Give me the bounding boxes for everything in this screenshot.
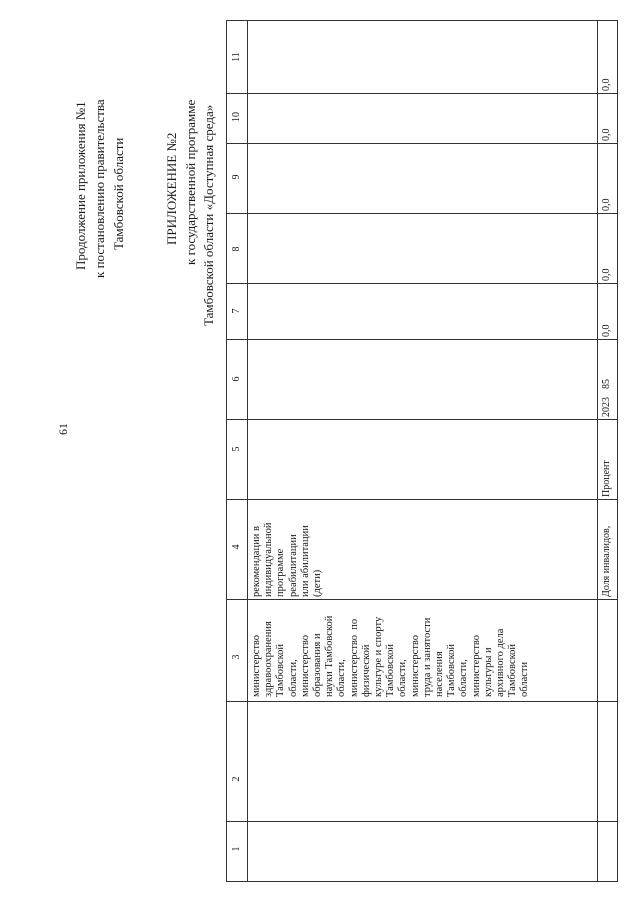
col-sep-2-1 (227, 821, 617, 822)
header-continuation-line-2: к постановлению правительства (92, 99, 107, 278)
col-sep-4-3 (227, 599, 617, 600)
appendix-title: ПРИЛОЖЕНИЕ №2 (164, 132, 179, 245)
row2-col10-value: 0,0 (601, 128, 612, 141)
col-num-3: 3 (231, 654, 242, 660)
row2-col8-value: 0,0 (601, 268, 612, 281)
col-sep-10-9 (227, 143, 617, 144)
appendix-sub-line-1: к государственной программе (183, 99, 198, 265)
row1-col4-recommendation: рекомендации в индивидуальной программе реабилитации или абилитации (дети) (251, 522, 324, 597)
row2-col6-year: 2023 (601, 397, 612, 417)
appendix-sub-line-2: Тамбовской области «Доступная среда» (201, 104, 216, 326)
col-num-8: 8 (231, 246, 242, 252)
col-num-9: 9 (231, 174, 242, 180)
row2-col5-unit: Процент (601, 460, 612, 497)
col-sep-11-10 (227, 93, 617, 94)
col-num-6: 6 (231, 376, 242, 382)
col-num-1: 1 (231, 846, 242, 852)
col-num-11: 11 (231, 52, 242, 62)
data-table (226, 20, 618, 882)
col-num-10: 10 (231, 112, 242, 122)
col-num-4: 4 (231, 544, 242, 550)
col-sep-5-4 (227, 499, 617, 500)
row-separator (597, 21, 598, 881)
row2-col9-value: 0,0 (601, 198, 612, 211)
page-number: 61 (56, 423, 70, 435)
row2-col11-value: 0,0 (601, 78, 612, 91)
col-sep-8-7 (227, 283, 617, 284)
col-num-5: 5 (231, 446, 242, 452)
col-sep-9-8 (227, 213, 617, 214)
row2-col4-text: Доля инвалидов, (601, 525, 612, 597)
header-continuation-line-3: Тамбовской области (111, 137, 126, 250)
col-sep-3-2 (227, 701, 617, 702)
row2-col7-value: 0,0 (601, 324, 612, 337)
row1-col3-ministries: министерство здравоохранения Тамбовской области, министерство образования и науки Тамбовской области, министерство по физической культуре и спорту Тамбовской области, министерство труда и занятости населения Тамбовской области, министерство культуры и архивного дела Тамбовской области (251, 615, 531, 697)
col-num-2: 2 (231, 776, 242, 782)
header-row-separator (247, 21, 248, 881)
col-sep-6-5 (227, 419, 617, 420)
col-num-7: 7 (231, 308, 242, 314)
header-continuation-line-1: Продолжение приложения №1 (73, 101, 88, 270)
row2-col6-value: 85 (601, 379, 612, 389)
col-sep-7-6 (227, 339, 617, 340)
